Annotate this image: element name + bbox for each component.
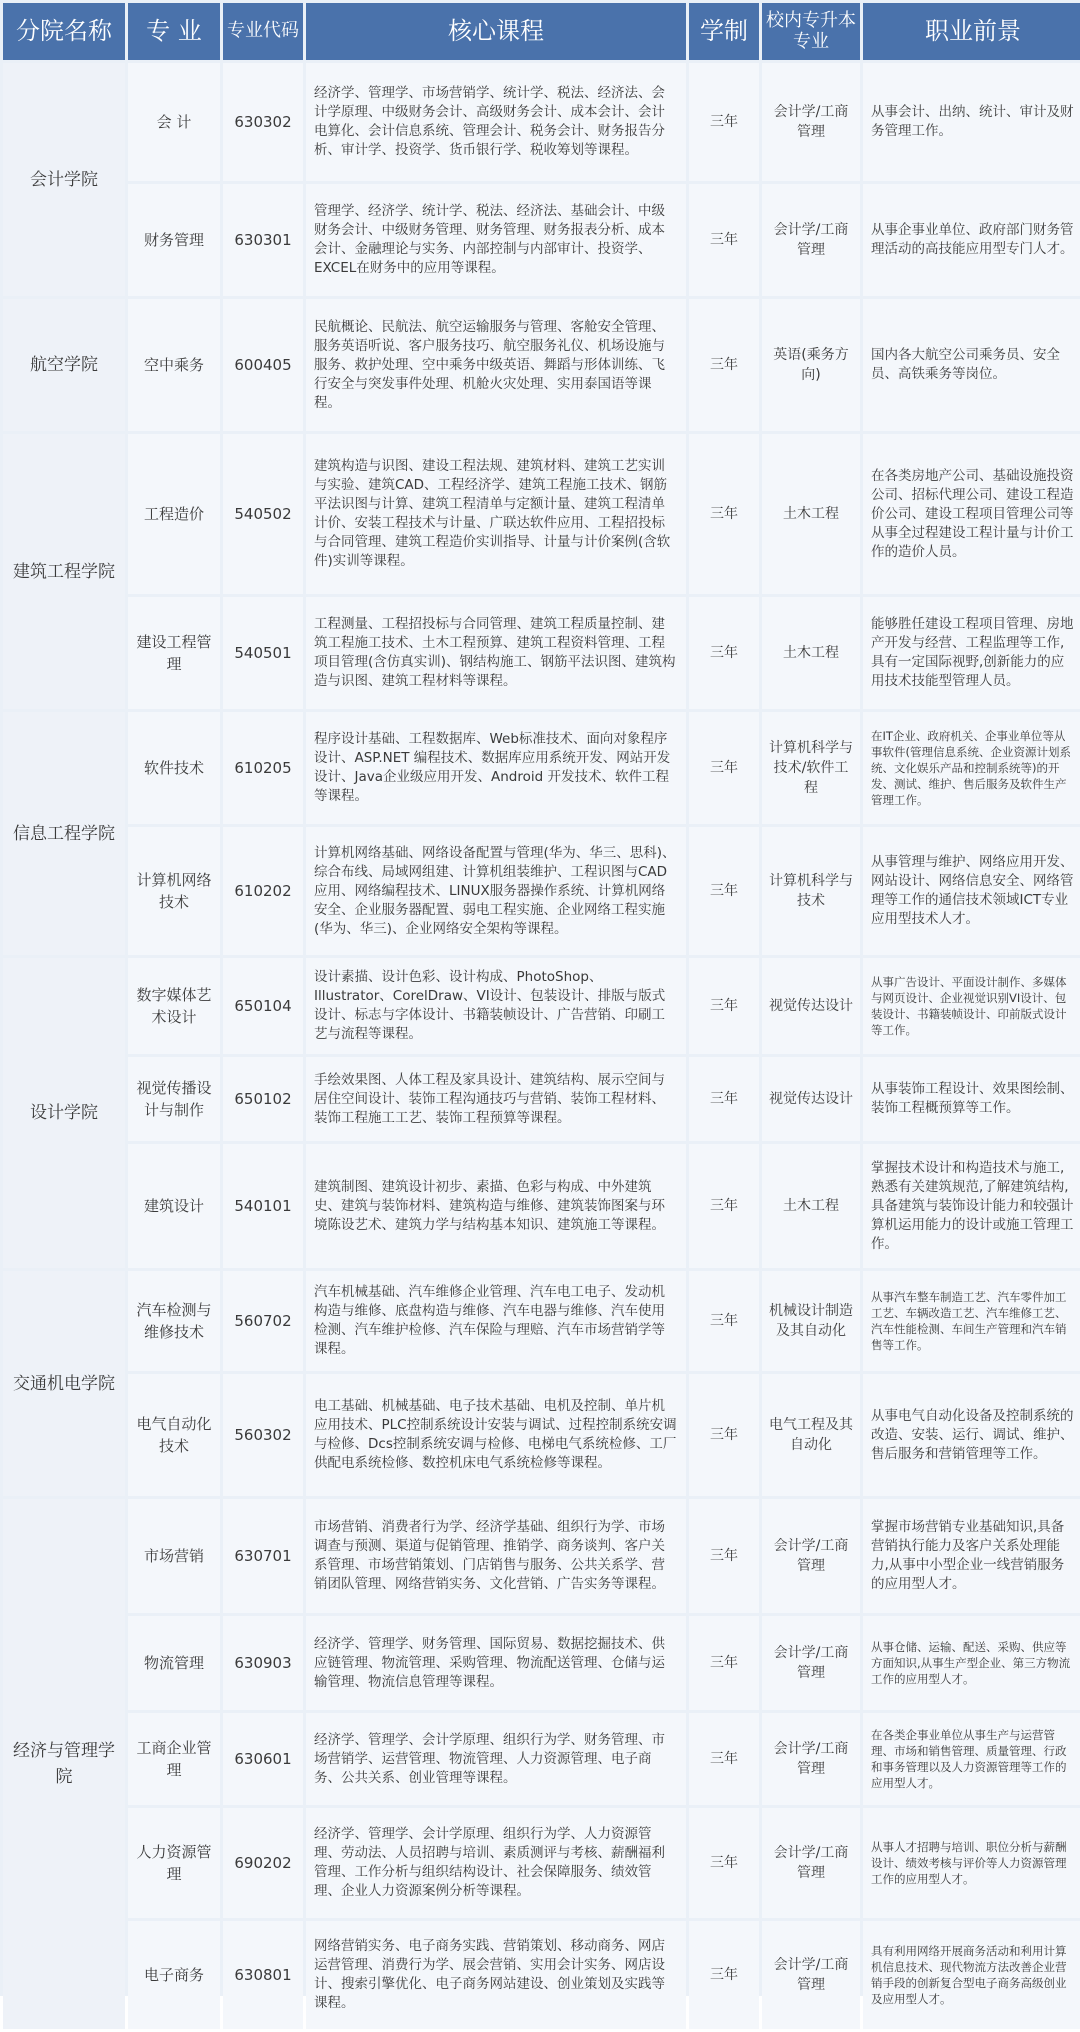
- courses-cell: 民航概论、民航法、航空运输服务与管理、客舱安全管理、服务英语听说、客户服务技巧、航空服务礼仪、机场设施与服务、救护处理、空中乘务中级英语、舞蹈与形体训练、飞行安全与突发事件处理、机舱火灾处理、实用泰国语等课程。: [306, 299, 686, 431]
- code-cell: 650102: [223, 1057, 303, 1141]
- duration-cell: 三年: [689, 1808, 759, 1918]
- career-cell: 从事管理与维护、网络应用开发、网站设计、网络信息安全、网络管理等工作的通信技术领域ICT专业应用型技术人才。: [863, 827, 1080, 955]
- code-cell: 610202: [223, 827, 303, 955]
- table-row: [3, 184, 1080, 296]
- college-name-cell: 经济与管理学院: [3, 1499, 125, 2029]
- table-row: [3, 1713, 1080, 1805]
- table-row: [3, 1057, 1080, 1141]
- code-cell: 690202: [223, 1808, 303, 1918]
- major-cell: 电子商务: [128, 1921, 220, 2029]
- header-courses: 核心课程: [306, 3, 686, 60]
- major-cell: 工程造价: [128, 434, 220, 594]
- college-name-cell: 航空学院: [3, 299, 125, 431]
- duration-cell: 三年: [689, 958, 759, 1054]
- table-row: [3, 434, 1080, 594]
- duration-cell: 三年: [689, 1616, 759, 1710]
- career-cell: 掌握技术设计和构造技术与施工,熟悉有关建筑规范,了解建筑结构,具备建筑与装饰设计能力和较强计算机运用能力的设计或施工管理工作。: [863, 1144, 1080, 1268]
- career-cell: 在IT企业、政府机关、企事业单位等从事软件(管理信息系统、企业资源计划系统、文化娱乐产品和控制系统等)的开发、测试、维护、售后服务及软件生产管理工作。: [863, 712, 1080, 824]
- code-cell: 540501: [223, 597, 303, 709]
- header-career: 职业前景: [863, 3, 1080, 60]
- career-cell: 国内各大航空公司乘务员、安全员、高铁乘务等岗位。: [863, 299, 1080, 431]
- courses-cell: 经济学、管理学、会计学原理、组织行为学、人力资源管理、劳动法、人员招聘与培训、素质测评与考核、薪酬福利管理、工作分析与组织结构设计、社会保障服务、绩效管理、企业人力资源案例分析等课程。: [306, 1808, 686, 1918]
- duration-cell: 三年: [689, 1271, 759, 1371]
- upgrade-cell: 计算机科学与技术/软件工程: [762, 712, 860, 824]
- duration-cell: 三年: [689, 184, 759, 296]
- major-cell: 物流管理: [128, 1616, 220, 1710]
- table-row: [3, 1144, 1080, 1268]
- major-cell: 人力资源管理: [128, 1808, 220, 1918]
- courses-cell: 电工基础、机械基础、电子技术基础、电机及控制、单片机应用技术、PLC控制系统设计安装与调试、过程控制系统安调与检修、Dcs控制系统安调与检修、电梯电气系统检修、工厂供配电系统检修、数控机床电气系统检修等课程。: [306, 1374, 686, 1496]
- college-name-cell: 会计学院: [3, 63, 125, 296]
- upgrade-cell: 会计学/工商管理: [762, 1808, 860, 1918]
- code-cell: 560702: [223, 1271, 303, 1371]
- header-code: 专业代码: [223, 3, 303, 60]
- career-cell: 从事仓储、运输、配送、采购、供应等方面知识,从事生产型企业、第三方物流工作的应用型人才。: [863, 1616, 1080, 1710]
- courses-cell: 经济学、管理学、市场营销学、统计学、税法、经济法、会计学原理、中级财务会计、高级财务会计、成本会计、会计电算化、会计信息系统、管理会计、税务会计、财务报告分析、审计学、投资学、货币银行学、税收筹划等课程。: [306, 63, 686, 181]
- code-cell: 540502: [223, 434, 303, 594]
- courses-cell: 设计素描、设计色彩、设计构成、PhotoShop、Illustrator、CorelDraw、VI设计、包装设计、排版与版式设计、标志与字体设计、书籍装帧设计、广告营销、印刷工艺与流程等课程。: [306, 958, 686, 1054]
- table-row: [3, 958, 1080, 1054]
- courses-cell: 市场营销、消费者行为学、经济学基础、组织行为学、市场调查与预测、渠道与促销管理、推销学、商务谈判、客户关系管理、市场营销策划、门店销售与服务、公共关系学、营销团队管理、网络营销实务、文化营销、广告实务等课程。: [306, 1499, 686, 1613]
- table-header-row: [3, 3, 1080, 60]
- college-name-cell: 建筑工程学院: [3, 434, 125, 709]
- major-cell: 会 计: [128, 63, 220, 181]
- table-row: [3, 299, 1080, 431]
- college-name-cell: 信息工程学院: [3, 712, 125, 955]
- duration-cell: 三年: [689, 299, 759, 431]
- table-row: [3, 1808, 1080, 1918]
- code-cell: 630701: [223, 1499, 303, 1613]
- courses-cell: 管理学、经济学、统计学、税法、经济法、基础会计、中级财务会计、中级财务管理、财务管理、财务报表分析、成本会计、金融理论与实务、内部控制与内部审计、投资学、EXCEL在财务中的应用等课程。: [306, 184, 686, 296]
- duration-cell: 三年: [689, 63, 759, 181]
- upgrade-cell: 会计学/工商管理: [762, 184, 860, 296]
- table-row: [3, 1616, 1080, 1710]
- table-row: [3, 597, 1080, 709]
- table-row: [3, 1374, 1080, 1496]
- major-cell: 软件技术: [128, 712, 220, 824]
- major-cell: 电气自动化技术: [128, 1374, 220, 1496]
- duration-cell: 三年: [689, 1057, 759, 1141]
- code-cell: 650104: [223, 958, 303, 1054]
- upgrade-cell: 会计学/工商管理: [762, 1921, 860, 2029]
- career-cell: 从事汽车整车制造工艺、汽车零件加工工艺、车辆改造工艺、汽车维修工艺、汽车性能检测、车间生产管理和汽车销售等工作。: [863, 1271, 1080, 1371]
- major-cell: 计算机网络技术: [128, 827, 220, 955]
- table-row: [3, 1499, 1080, 1613]
- courses-cell: 建筑构造与识图、建设工程法规、建筑材料、建筑工艺实训与实验、建筑CAD、工程经济学、建筑工程施工技术、钢筋平法识图与计算、建筑工程清单与定额计量、建筑工程清单计价、安装工程技术与计量、广联达软件应用、工程招投标与合同管理、建筑工程造价实训指导、计量与计价案例(含软件)实训等课程。: [306, 434, 686, 594]
- upgrade-cell: 视觉传达设计: [762, 1057, 860, 1141]
- table-row: [3, 712, 1080, 824]
- major-cell: 财务管理: [128, 184, 220, 296]
- college-name-cell: 设计学院: [3, 958, 125, 1268]
- code-cell: 560302: [223, 1374, 303, 1496]
- upgrade-cell: 英语(乘务方向): [762, 299, 860, 431]
- courses-cell: 工程测量、工程招投标与合同管理、建筑工程质量控制、建筑工程施工技术、土木工程预算、建筑工程资料管理、工程项目管理(含仿真实训)、钢结构施工、钢筋平法识图、建筑构造与识图、建筑工程材料等课程。: [306, 597, 686, 709]
- courses-cell: 汽车机械基础、汽车维修企业管理、汽车电工电子、发动机构造与维修、底盘构造与维修、汽车电器与维修、汽车使用检测、汽车维护检修、汽车保险与理赔、汽车市场营销学等课程。: [306, 1271, 686, 1371]
- courses-cell: 程序设计基础、工程数据库、Web标准技术、面向对象程序设计、ASP.NET 编程技术、数据库应用系统开发、网站开发设计、Java企业级应用开发、Android 开发技术、软件工程等课程。: [306, 712, 686, 824]
- courses-cell: 经济学、管理学、会计学原理、组织行为学、财务管理、市场营销学、运营管理、物流管理、人力资源管理、电子商务、公共关系、创业管理等课程。: [306, 1713, 686, 1805]
- duration-cell: 三年: [689, 1921, 759, 2029]
- upgrade-cell: 会计学/工商管理: [762, 1616, 860, 1710]
- code-cell: 540101: [223, 1144, 303, 1268]
- upgrade-cell: 电气工程及其自动化: [762, 1374, 860, 1496]
- career-cell: 掌握市场营销专业基础知识,具备营销执行能力及客户关系处理能力,从事中小型企业一线营销服务的应用型人才。: [863, 1499, 1080, 1613]
- header-major: 专 业: [128, 3, 220, 60]
- table-row: [3, 1921, 1080, 2029]
- code-cell: 630301: [223, 184, 303, 296]
- header-college: 分院名称: [3, 3, 125, 60]
- upgrade-cell: 计算机科学与技术: [762, 827, 860, 955]
- courses-cell: 建筑制图、建筑设计初步、素描、色彩与构成、中外建筑史、建筑与装饰材料、建筑构造与维修、建筑装饰图案与环境陈设艺术、建筑力学与结构基本知识、建筑施工等课程。: [306, 1144, 686, 1268]
- table-body: [3, 63, 1080, 2029]
- career-cell: 从事企事业单位、政府部门财务管理活动的高技能应用型专门人才。: [863, 184, 1080, 296]
- duration-cell: 三年: [689, 597, 759, 709]
- career-cell: 从事电气自动化设备及控制系统的改造、安装、运行、调试、维护、售后服务和营销管理等工作。: [863, 1374, 1080, 1496]
- career-cell: 从事广告设计、平面设计制作、多媒体与网页设计、企业视觉识别VI设计、包装设计、书籍装帧设计、印前版式设计等工作。: [863, 958, 1080, 1054]
- upgrade-cell: 会计学/工商管理: [762, 1713, 860, 1805]
- career-cell: 从事人才招聘与培训、职位分析与薪酬设计、绩效考核与评价等人力资源管理工作的应用型人才。: [863, 1808, 1080, 1918]
- upgrade-cell: 会计学/工商管理: [762, 63, 860, 181]
- upgrade-cell: 土木工程: [762, 597, 860, 709]
- duration-cell: 三年: [689, 712, 759, 824]
- upgrade-cell: 会计学/工商管理: [762, 1499, 860, 1613]
- major-cell: 汽车检测与维修技术: [128, 1271, 220, 1371]
- major-cell: 市场营销: [128, 1499, 220, 1613]
- duration-cell: 三年: [689, 1713, 759, 1805]
- code-cell: 630903: [223, 1616, 303, 1710]
- table-row: [3, 63, 1080, 181]
- code-cell: 600405: [223, 299, 303, 431]
- table-row: [3, 1271, 1080, 1371]
- career-cell: 从事装饰工程设计、效果图绘制、装饰工程概预算等工作。: [863, 1057, 1080, 1141]
- major-cell: 视觉传播设计与制作: [128, 1057, 220, 1141]
- courses-cell: 手绘效果图、人体工程及家具设计、建筑结构、展示空间与居住空间设计、装饰工程沟通技巧与营销、装饰工程材料、装饰工程施工工艺、装饰工程预算等课程。: [306, 1057, 686, 1141]
- code-cell: 610205: [223, 712, 303, 824]
- major-cell: 数字媒体艺术设计: [128, 958, 220, 1054]
- code-cell: 630302: [223, 63, 303, 181]
- upgrade-cell: 土木工程: [762, 1144, 860, 1268]
- duration-cell: 三年: [689, 827, 759, 955]
- courses-cell: 经济学、管理学、财务管理、国际贸易、数据挖掘技术、供应链管理、物流管理、采购管理、物流配送管理、仓储与运输管理、物流信息管理等课程。: [306, 1616, 686, 1710]
- duration-cell: 三年: [689, 1144, 759, 1268]
- duration-cell: 三年: [689, 1499, 759, 1613]
- header-upgrade: 校内专升本专业: [762, 3, 860, 60]
- college-name-cell: 交通机电学院: [3, 1271, 125, 1496]
- upgrade-cell: 视觉传达设计: [762, 958, 860, 1054]
- code-cell: 630601: [223, 1713, 303, 1805]
- upgrade-cell: 机械设计制造及其自动化: [762, 1271, 860, 1371]
- major-cell: 建设工程管理: [128, 597, 220, 709]
- career-cell: 在各类房地产公司、基础设施投资公司、招标代理公司、建设工程造价公司、建设工程项目管理公司等从事全过程建设工程计量与计价工作的造价人员。: [863, 434, 1080, 594]
- duration-cell: 三年: [689, 1374, 759, 1496]
- duration-cell: 三年: [689, 434, 759, 594]
- courses-cell: 计算机网络基础、网络设备配置与管理(华为、华三、思科)、综合布线、局域网组建、计算机组装维护、工程识图与CAD应用、网络编程技术、LINUX服务器操作系统、计算机网络安全、企业服务器配置、弱电工程实施、企业网络工程实施(华为、华三)、企业网络安全架构等课程。: [306, 827, 686, 955]
- career-cell: 具有利用网络开展商务活动和利用计算机信息技术、现代物流方法改善企业营销手段的创新复合型电子商务高级创业及应用型人才。: [863, 1921, 1080, 2029]
- major-cell: 工商企业管理: [128, 1713, 220, 1805]
- courses-cell: 网络营销实务、电子商务实践、营销策划、移动商务、网店运营管理、消费行为学、展会营销、实用会计实务、网店设计、搜索引擎优化、电子商务网站建设、创业策划及实践等课程。: [306, 1921, 686, 2029]
- career-cell: 能够胜任建设工程项目管理、房地产开发与经营、工程监理等工作,具有一定国际视野,创新能力的应用技术技能型管理人员。: [863, 597, 1080, 709]
- career-cell: 在各类企事业单位从事生产与运营管理、市场和销售管理、质量管理、行政和事务管理以及人力资源管理等工作的应用型人才。: [863, 1713, 1080, 1805]
- code-cell: 630801: [223, 1921, 303, 2029]
- career-cell: 从事会计、出纳、统计、审计及财务管理工作。: [863, 63, 1080, 181]
- major-cell: 建筑设计: [128, 1144, 220, 1268]
- major-cell: 空中乘务: [128, 299, 220, 431]
- table-row: [3, 827, 1080, 955]
- upgrade-cell: 土木工程: [762, 434, 860, 594]
- header-duration: 学制: [689, 3, 759, 60]
